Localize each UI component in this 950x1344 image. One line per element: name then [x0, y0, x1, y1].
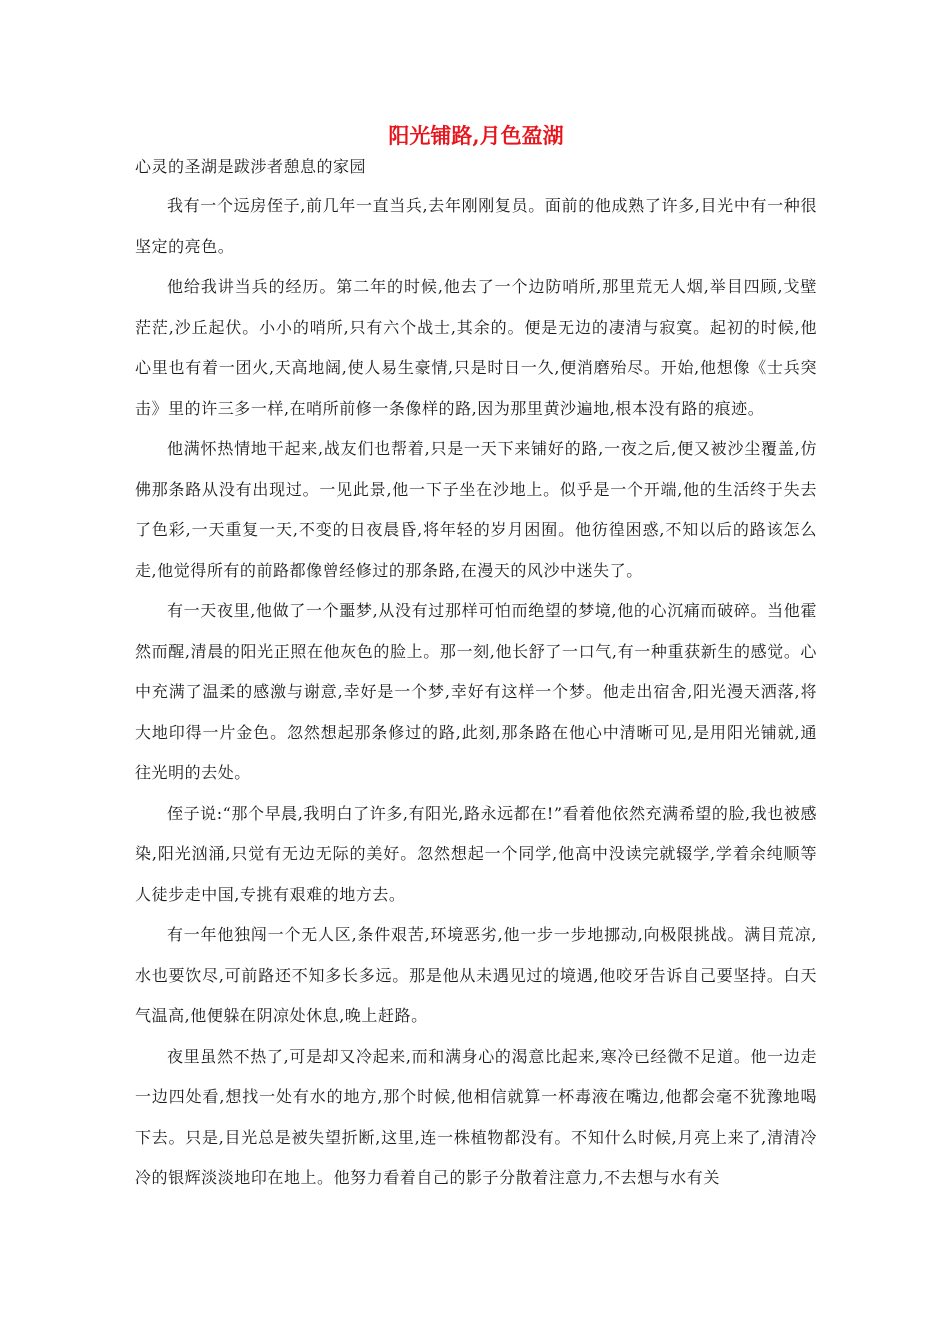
- document-page: [135, 118, 817, 1199]
- paragraph-1: 我有一个远房侄子,前几年一直当兵,去年刚刚复员。面前的他成熟了许多,目光中有一种很坚定的亮色。: [135, 196, 817, 256]
- paragraph-3: 他满怀热情地干起来,战友们也帮着,只是一天下来铺好的路,一夜之后,便又被沙尘覆盖,仿佛那条路从没有出现过。一见此景,他一下子坐在沙地上。似乎是一个开端,他的生活终于失去了色彩,一天重复一天,不变的日夜晨昏,将年轻的岁月困囿。他彷徨困惑,不知以后的路该怎么走,他觉得所有的前路都像曾经修过的那条路,在漫天的风沙中迷失了。: [135, 439, 817, 580]
- paragraph-7: 夜里虽然不热了,可是却又冷起来,而和满身心的渴意比起来,寒冷已经微不足道。他一边走一边四处看,想找一处有水的地方,那个时候,他相信就算一杯毒液在嘴边,他都会毫不犹豫地喝下去。只是,目光总是被失望折断,这里,连一株植物都没有。不知什么时候,月亮上来了,清清冷冷的银辉淡淡地印在地上。他努力看着自己的影子分散着注意力,不去想与水有关: [135, 1046, 817, 1187]
- paragraph-6: 有一年他独闯一个无人区,条件艰苦,环境恶劣,他一步一步地挪动,向极限挑战。满目荒凉,水也要饮尽,可前路还不知多长多远。那是他从未遇见过的境遇,他咬牙告诉自己要坚持。白天气温高,他便躲在阴凉处休息,晚上赶路。: [135, 925, 817, 1025]
- article-title: 阳光铺路,月色盈湖: [388, 123, 564, 148]
- article-subtitle: 心灵的圣湖是跋涉者憩息的家园: [135, 157, 367, 176]
- paragraph-4: 有一天夜里,他做了一个噩梦,从没有过那样可怕而绝望的梦境,他的心沉痛而破碎。当他霍然而醒,清晨的阳光正照在他灰色的脸上。那一刻,他长舒了一口气,有一种重获新生的感觉。心中充满了温柔的感激与谢意,幸好是一个梦,幸好有这样一个梦。他走出宿舍,阳光漫天洒落,将大地印得一片金色。忽然想起那条修过的路,此刻,那条路在他心中清晰可见,是用阳光铺就,通往光明的去处。: [135, 601, 817, 782]
- paragraph-2: 他给我讲当兵的经历。第二年的时候,他去了一个边防哨所,那里荒无人烟,举目四顾,戈壁茫茫,沙丘起伏。小小的哨所,只有六个战士,其余的。便是无边的凄清与寂寞。起初的时候,他心里也有着一团火,天高地阔,使人易生豪情,只是时日一久,便消磨殆尽。开始,他想像《士兵突击》里的许三多一样,在哨所前修一条像样的路,因为那里黄沙遍地,根本没有路的痕迹。: [135, 277, 817, 418]
- paragraph-5: 侄子说:“那个早晨,我明白了许多,有阳光,路永远都在!”看着他依然充满希望的脸,我也被感染,阳光汹涌,只觉有无边无际的美好。忽然想起一个同学,他高中没读完就辍学,学着余纯顺等人徒步走中国,专挑有艰难的地方去。: [135, 803, 817, 904]
